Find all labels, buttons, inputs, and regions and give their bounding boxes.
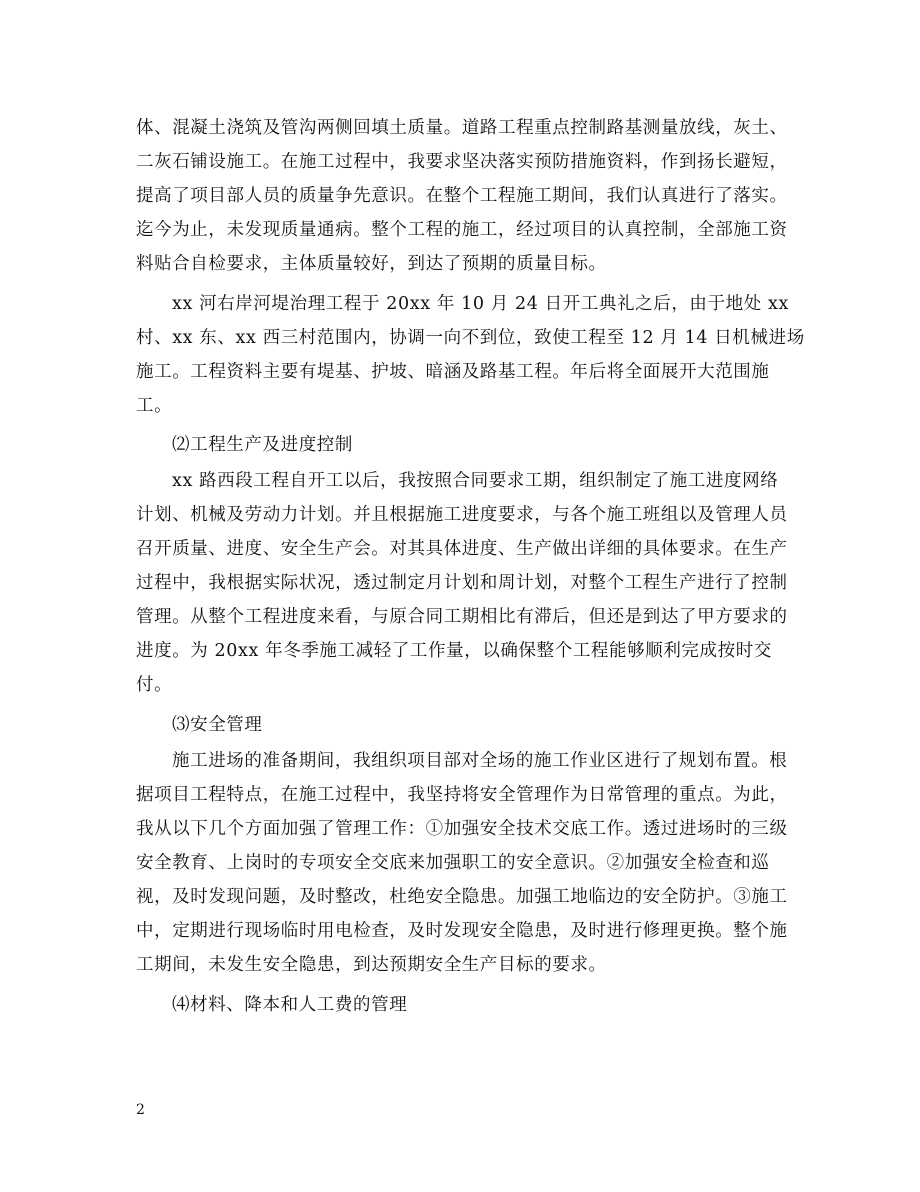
text-line: 过程中，我根据实际状况，透过制定月计划和周计划，对整个工程生产进行了控制 xyxy=(136,573,788,593)
text-line: 迄今为止，未发现质量通病。整个工程的施工，经过项目的认真控制，全部施工资 xyxy=(136,220,788,240)
text-line: xx 河右岸河堤治理工程于 20xx 年 10 月 24 日开工典礼之后，由于地处 xx xyxy=(172,294,789,314)
text-line: 二灰石铺设施工。在施工过程中，我要求坚决落实预防措施资料，作到扬长避短， xyxy=(136,152,788,172)
text-line: 据项目工程特点，在施工过程中，我坚持将安全管理作为日常管理的重点。为此， xyxy=(136,785,788,805)
page-number: 2 xyxy=(136,1102,145,1118)
text-line: 提高了项目部人员的质量争先意识。在整个工程施工期间，我们认真进行了落实。 xyxy=(136,186,788,206)
text-line: 安全教育、上岗时的专项安全交底来加强职工的安全意识。②加强安全检查和巡 xyxy=(136,853,770,873)
text-line: 召开质量、进度、安全生产会。对其具体进度、生产做出详细的具体要求。在生产 xyxy=(136,539,788,559)
text-line: 付。 xyxy=(136,675,173,695)
text-line: 工期间，未发生安全隐患，到达预期安全生产目标的要求。 xyxy=(136,955,607,975)
section-heading: ⑷材料、降本和人工费的管理 xyxy=(172,995,408,1015)
text-line: 中，定期进行现场临时用电检查，及时发现安全隐患，及时进行修理更换。整个施 xyxy=(136,921,788,941)
text-line: 进度。为 20xx 年冬季施工减轻了工作量，以确保整个工程能够顺利完成按时交 xyxy=(136,641,772,661)
text-line: 施工。工程资料主要有堤基、护坡、暗涵及路基工程。年后将全面展开大范围施 xyxy=(136,362,770,382)
text-line: 村、xx 东、xx 西三村范围内，协调一向不到位，致使工程至 12 月 14 日机械进场 xyxy=(136,328,805,348)
text-line: 管理。从整个工程进度来看，与原合同工期相比有滞后，但还是到达了甲方要求的 xyxy=(136,607,788,627)
text-line: 料贴合自检要求，主体质量较好，到达了预期的质量目标。 xyxy=(136,254,607,274)
text-line: xx 路西段工程自开工以后，我按照合同要求工期，组织制定了施工进度网络 xyxy=(172,471,779,491)
section-heading: ⑶安全管理 xyxy=(172,715,263,735)
text-line: 体、混凝土浇筑及管沟两侧回填土质量。道路工程重点控制路基测量放线，灰土、 xyxy=(136,118,788,138)
section-heading: ⑵工程生产及进度控制 xyxy=(172,435,353,455)
text-line: 施工进场的准备期间，我组织项目部对全场的施工作业区进行了规划布置。根 xyxy=(172,751,788,771)
text-line: 工。 xyxy=(136,396,173,416)
text-line: 视，及时发现问题，及时整改，杜绝安全隐患。加强工地临边的安全防护。③施工 xyxy=(136,887,788,907)
text-line: 我从以下几个方面加强了管理工作：①加强安全技术交底工作。透过进场时的三级 xyxy=(136,819,788,839)
text-line: 计划、机械及劳动力计划。并且根据施工进度要求，与各个施工班组以及管理人员 xyxy=(136,505,788,525)
